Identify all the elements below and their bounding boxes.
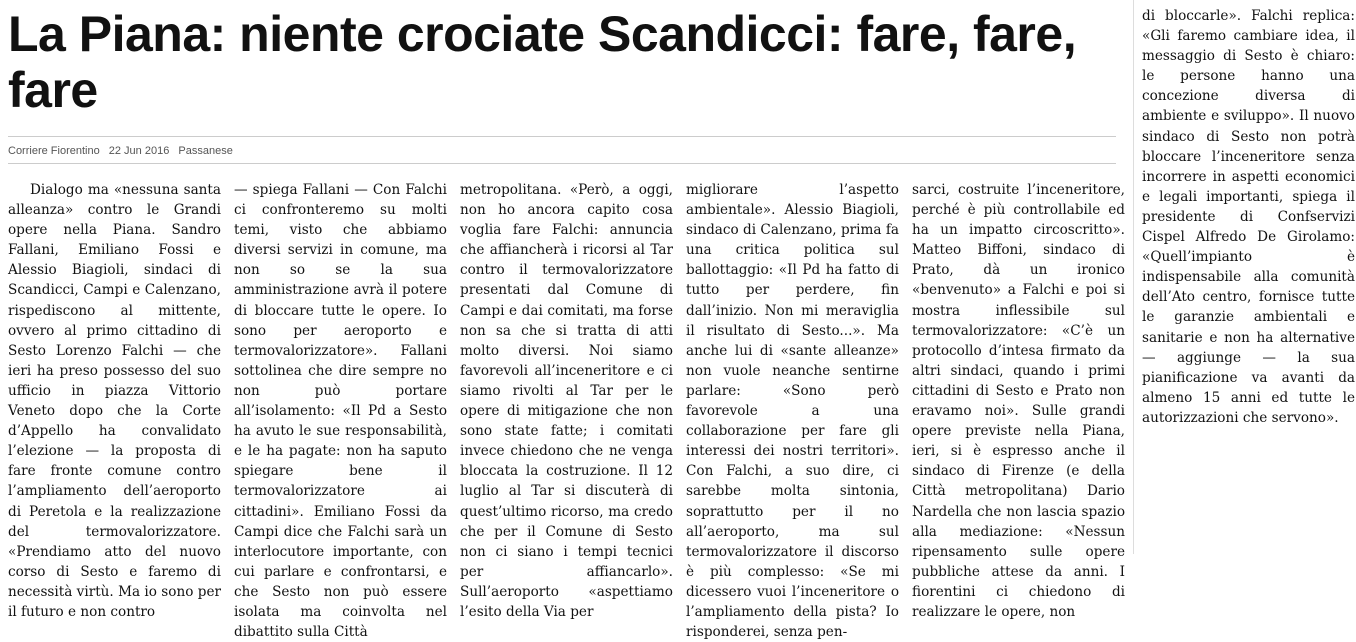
article-source: Corriere Fiorentino xyxy=(8,145,100,157)
article-meta xyxy=(8,144,239,158)
column-text: di bloccarle». Falchi replica: «Gli faremo cambiare idea, il messaggio di Sesto è chiaro: le persone hanno una concezione diversa di ambiente e sviluppo». Il nuovo sindaco di Sesto non potrà bloccare l’inceneritore senza incorrere in aspetti economici e legali importanti, spiega il presidente di Confservizi Cispel Alfredo De Girolamo: «Quell’impianto è indispensabile alla comunità dell’Ato centro, fornisce tutte le garanzie ambientali e sanitarie e non ha alternative — aggiunge — la sua pianificazione va avanti da almeno 15 anni ed tutte le autorizzazioni che servono». xyxy=(1142,8,1355,426)
article-column-2 xyxy=(234,180,447,642)
page-divider xyxy=(1133,0,1134,554)
article-column-3 xyxy=(460,180,673,622)
header-divider xyxy=(8,136,1116,137)
article-column-4 xyxy=(686,180,899,642)
article-author: Passanese xyxy=(178,145,233,157)
column-text: metropolitana. «Però, a oggi, non ho ancora capito cosa voglia fare Falchi: annuncia che affiancherà i ricorsi al Tar contro il termovalorizzatore presentati dal Comune di Campi e dai comitati, ma forse non sa che si tratta di atti molto diversi. Noi siamo favorevoli all’inceneritore e ci siamo rivolti al Tar per le opere di mitigazione che non sono state fatte; i comitati invece chiedono che ne venga bloccata la costruzione. Il 12 luglio al Tar si discuterà di quest’ultimo ricorso, ma credo che per il Comune di Sesto non ci siano i tempi tecnici per affiancarlo». Sull’aeroporto «aspettiamo l’esito della Via per xyxy=(460,182,673,620)
article-column-6 xyxy=(1142,6,1355,428)
column-text: migliorare l’aspetto ambientale». Alessio Biagioli, sindaco di Calenzano, prima fa una critica politica sul ballottaggio: «Il Pd ha fatto di tutto per perdere, fin dall’inizio. Non mi meraviglia il risultato di Sesto...». Ma anche lui di «sante alleanze» non vuole neanche sentirne parlare: «Sono però favorevole a una collaborazione per fare gli interessi dei nostri territori». Con Falchi, a suo dire, ci sarebbe molta sintonia, soprattutto per il no all’aeroporto, ma sul termovalorizzatore il discorso è più complesso: «Se mi dicessero vuoi l’inceneritore o l’ampliamento della pista? Io risponderei, senza pen- xyxy=(686,182,899,641)
article-column-1 xyxy=(8,180,221,622)
column-text: Dialogo ma «nessuna santa alleanza» contro le Grandi opere nella Piana. Sandro Fallani, Emiliano Fossi e Alessio Biagioli, sindaci di Scandicci, Campi e Calenzano, rispediscono al mittente, ovvero al primo cittadino di Sesto Lorenzo Falchi — che ieri ha preso possesso del suo ufficio in piazza Vittorio Veneto dopo che la Corte d’Appello ha convalidato l’elezione — la proposta di fare fronte comune contro l’ampliamento dell’aeroporto di Peretola e la realizzazione del termovalorizzatore. «Prendiamo atto del nuovo corso di Sesto e faremo di necessità virtù. Ma io sono per il futuro e non contro xyxy=(8,182,221,620)
article-column-5 xyxy=(912,180,1125,622)
article-date: 22 Jun 2016 xyxy=(108,145,170,157)
column-text: — spiega Fallani — Con Falchi ci confronteremo su molti temi, visto che abbiamo diversi servizi in comune, ma non so se la sua amministrazione avrà il potere di bloccare tutte le opere. Io sono per aeroporto e termovalorizzatore». Fallani sottolinea che dire sempre no non può portare all’isolamento: «Il Pd a Sesto ha avuto le sue responsabilità, e le ha pagate: non ha saputo spiegare bene il termovalorizzatore ai cittadini». Emiliano Fossi da Campi dice che Falchi sarà un interlocutore importante, con cui parlare e confrontarsi, e che Sesto non può essere isolata ma coinvolta nel dibattito sulla Città xyxy=(234,182,447,641)
headline: La Piana: niente crociate Scandicci: fare, fare, fare xyxy=(8,6,1077,118)
column-text: sarci, costruite l’inceneritore, perché è più controllabile ed ha un impatto circoscritto». Matteo Biffoni, sindaco di Prato, dà un ironico «benvenuto» a Falchi e poi si mostra inflessibile sul termovalorizzatore: «C’è un protocollo d’intesa firmato da altri sindaci, quando i primi cittadini di Sesto e Prato non eravamo noi». Sulle grandi opere previste nella Piana, ieri, si è espresso anche il sindaco di Firenze (e della Città metropolitana) Dario Nardella che non lascia spazio alla mediazione: «Nessun ripensamento sulle opere pubbliche attese da anni. I fiorentini ci chiedono di realizzare le opere, non xyxy=(912,182,1125,620)
meta-divider xyxy=(8,163,1116,164)
